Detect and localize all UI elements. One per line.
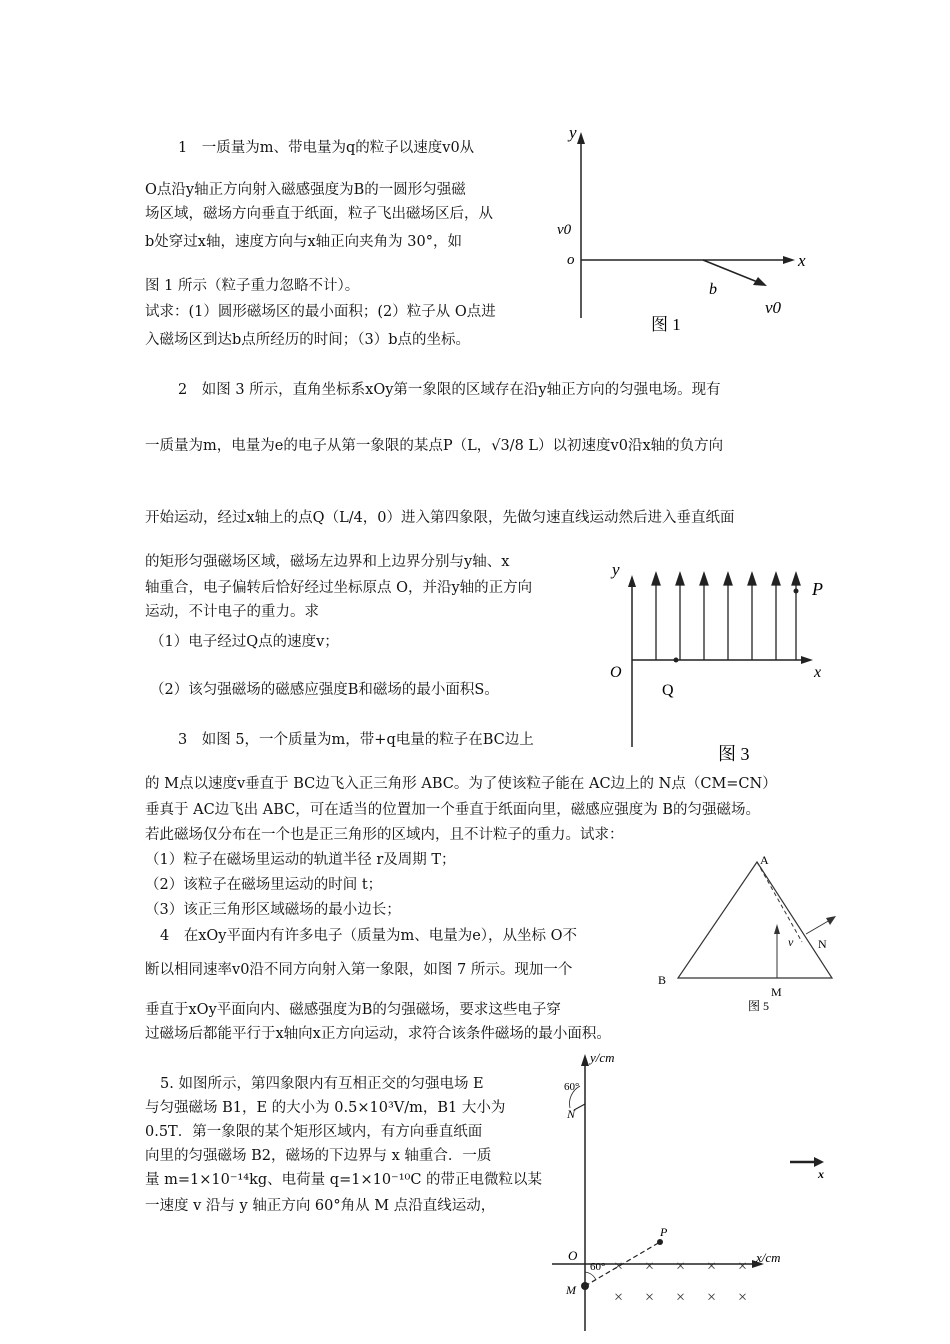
svg-text:×: × — [614, 1289, 624, 1306]
fig7-angle-top-label: 60° — [564, 1081, 580, 1093]
p2-line-2: 一质量为m，电量为e的电子从第一象限的某点P（L，√3/8 L）以初速度v0沿x轴的负方向 — [145, 438, 724, 454]
fig7-field-marks — [614, 1258, 747, 1306]
figure-7 — [550, 1046, 840, 1336]
svg-text:×: × — [614, 1258, 624, 1275]
p4-line-1: 4 在xOy平面内有许多电子（质量为m、电量为e），从坐标 O不 — [160, 928, 578, 944]
p3-line-5: （1）粒子在磁场里运动的轨道半径 r及周期 T； — [145, 852, 456, 868]
figure-5 — [650, 850, 850, 1020]
p2-line-1: 2 如图 3 所示，直角坐标系xOy第一象限的区域存在沿y轴正方向的匀强电场。现有 — [178, 382, 721, 398]
fig3-x-arrow — [801, 656, 813, 664]
p3-line-7: （3）该正三角形区域磁场的最小边长； — [145, 902, 401, 918]
fig3-x-label: x — [814, 664, 822, 681]
svg-text:×: × — [738, 1258, 748, 1275]
p5-line-3: 0.5T．第一象限的某个矩形区域内，有方向垂直纸面 — [145, 1124, 483, 1140]
fig5-n-label: N — [818, 937, 827, 951]
p1-line-6: 试求：(1）圆形磁场区的最小面积；(2）粒子从 O点进 — [145, 304, 496, 320]
svg-text:×: × — [676, 1289, 686, 1306]
fig5-m-label: M — [771, 985, 782, 999]
fig7-angle-bottom-label: 60° — [590, 1261, 606, 1273]
p3-line-2: 的 M点以速度v垂直于 BC边飞入正三角形 ABC。为了使该粒子能在 AC边上的 N点（CM=CN） — [145, 776, 777, 792]
fig1-v0-label: v0 — [557, 222, 572, 238]
fig1-v0b-label: v0 — [765, 298, 782, 317]
p2-line-6: 运动，不计电子的重力。求 — [145, 604, 319, 620]
fig7-angle-arc-bottom — [585, 1272, 596, 1280]
fig7-point-p — [657, 1239, 663, 1245]
p1-line-4: b处穿过x轴，速度方向与x轴正向夹角为 30°，如 — [145, 234, 462, 250]
p3-line-1: 3 如图 5，一个质量为m，带+q电量的粒子在BC边上 — [178, 732, 534, 748]
fig7-point-m — [581, 1282, 589, 1290]
p1-line-7: 入磁场区到达b点所经历的时间；（3）b点的坐标。 — [145, 332, 471, 348]
fig3-point-q — [674, 658, 679, 663]
fig7-y-label: y/cm — [590, 1050, 615, 1065]
fig7-side-arrow-label: x — [818, 1167, 824, 1181]
p5-line-1: 5. 如图所示，第四象限内有互相正交的匀强电场 E — [160, 1076, 484, 1092]
figure-1 — [555, 118, 815, 343]
p2-line-7: （1）电子经过Q点的速度v； — [150, 634, 339, 650]
fig5-velocity-arrow — [774, 924, 780, 934]
fig1-x-label: x — [798, 251, 806, 270]
svg-text:×: × — [707, 1258, 717, 1275]
fig5-dashed-line — [757, 862, 802, 942]
fig5-a-label: A — [760, 853, 769, 867]
p3-line-4: 若此磁场仅分布在一个也是正三角形的区域内，且不计粒子的重力。试求： — [145, 827, 624, 843]
fig3-origin-label: O — [610, 664, 622, 681]
p3-line-3: 垂真于 AC边飞出 ABC，可在适当的位置加一个垂直于纸面向里，磁感应强度为 B的匀强磁场。 — [145, 802, 761, 818]
fig5-b-label: B — [658, 973, 667, 987]
p4-line-4: 过磁场后都能平行于x轴向x正方向运动，求符合该条件磁场的最小面积。 — [145, 1026, 611, 1042]
fig5-exit-line — [806, 920, 830, 934]
p5-line-6: 一速度 v 沿与 y 轴正方向 60°角从 M 点沿直线运动， — [145, 1198, 496, 1214]
fig7-n-label: N — [567, 1107, 576, 1121]
p1-line-2: O点沿y轴正方向射入磁感强度为B的一圆形匀强磁 — [145, 182, 466, 198]
fig5-caption: 图 5 — [748, 999, 770, 1013]
fig3-caption: 图 3 — [718, 744, 750, 764]
fig3-field-lines — [652, 573, 800, 660]
p5-line-2: 与匀强磁场 B1，E 的大小为 0.5×10³V/m，B1 大小为 — [145, 1100, 506, 1116]
svg-text:×: × — [645, 1289, 655, 1306]
p1-line-5: 图 1 所示（粒子重力忽略不计）。 — [145, 278, 360, 294]
svg-text:×: × — [645, 1258, 655, 1275]
fig3-point-p — [794, 589, 799, 594]
p2-line-8: （2）该匀强磁场的磁感应强度B和磁场的最小面积S。 — [150, 682, 499, 698]
svg-text:×: × — [676, 1258, 686, 1275]
p1-line-1: 1 一质量为m、带电量为q的粒子以速度v0从 — [178, 140, 475, 156]
fig1-y-label: y — [569, 123, 577, 142]
svg-text:×: × — [738, 1289, 748, 1306]
p5-line-4: 向里的匀强磁场 B2，磁场的下边界与 x 轴重合．一质 — [145, 1148, 492, 1164]
p2-line-5: 轴重合，电子偏转后恰好经过坐标原点 O，并沿y轴的正方向 — [145, 580, 533, 596]
fig7-origin-label: O — [568, 1248, 578, 1263]
fig7-side-arrow-head — [814, 1157, 824, 1167]
fig3-y-label: y — [612, 560, 620, 579]
figure-3 — [600, 555, 840, 770]
svg-text:×: × — [707, 1289, 717, 1306]
p1-line-3: 场区域，磁场方向垂直于纸面，粒子飞出磁场区后，从 — [145, 206, 493, 222]
fig5-triangle — [678, 862, 832, 978]
p3-line-6: （2）该粒子在磁场里运动的时间 t； — [145, 877, 383, 893]
fig1-y-arrow — [577, 132, 585, 144]
p4-line-3: 垂直于xOy平面向内、磁感强度为B的匀强磁场，要求这些电子穿 — [145, 1002, 561, 1018]
fig7-x-label: x/cm — [756, 1250, 781, 1265]
fig1-b-label: b — [709, 281, 717, 298]
fig7-p-label: P — [660, 1225, 668, 1239]
fig7-y-arrow — [581, 1054, 589, 1066]
fig5-exit-arrow — [826, 916, 836, 925]
p2-line-4: 的矩形匀强磁场区域，磁场左边界和上边界分别与y轴、x — [145, 554, 510, 570]
fig3-q-label: Q — [662, 682, 674, 699]
p4-line-2: 断以相同速率v0沿不同方向射入第一象限，如图 7 所示。现加一个 — [145, 962, 573, 978]
fig1-x-arrow — [783, 256, 795, 264]
fig3-p-label: P — [812, 579, 823, 599]
p5-line-5: 量 m=1×10⁻¹⁴kg、电荷量 q=1×10⁻¹⁰C 的带正电微粒以某 — [145, 1172, 543, 1188]
fig1-velocity-line — [703, 260, 760, 283]
fig7-m-label: M — [566, 1283, 576, 1297]
fig3-y-arrow — [628, 575, 636, 587]
fig5-v-label: v — [788, 935, 794, 949]
fig1-caption: 图 1 — [651, 315, 681, 334]
fig1-origin-label: o — [567, 252, 575, 268]
fig7-n-direction — [574, 1104, 585, 1110]
p2-line-3: 开始运动，经过x轴上的点Q（L/4，0）进入第四象限，先做匀速直线运动然后进入垂直纸面 — [145, 510, 735, 526]
